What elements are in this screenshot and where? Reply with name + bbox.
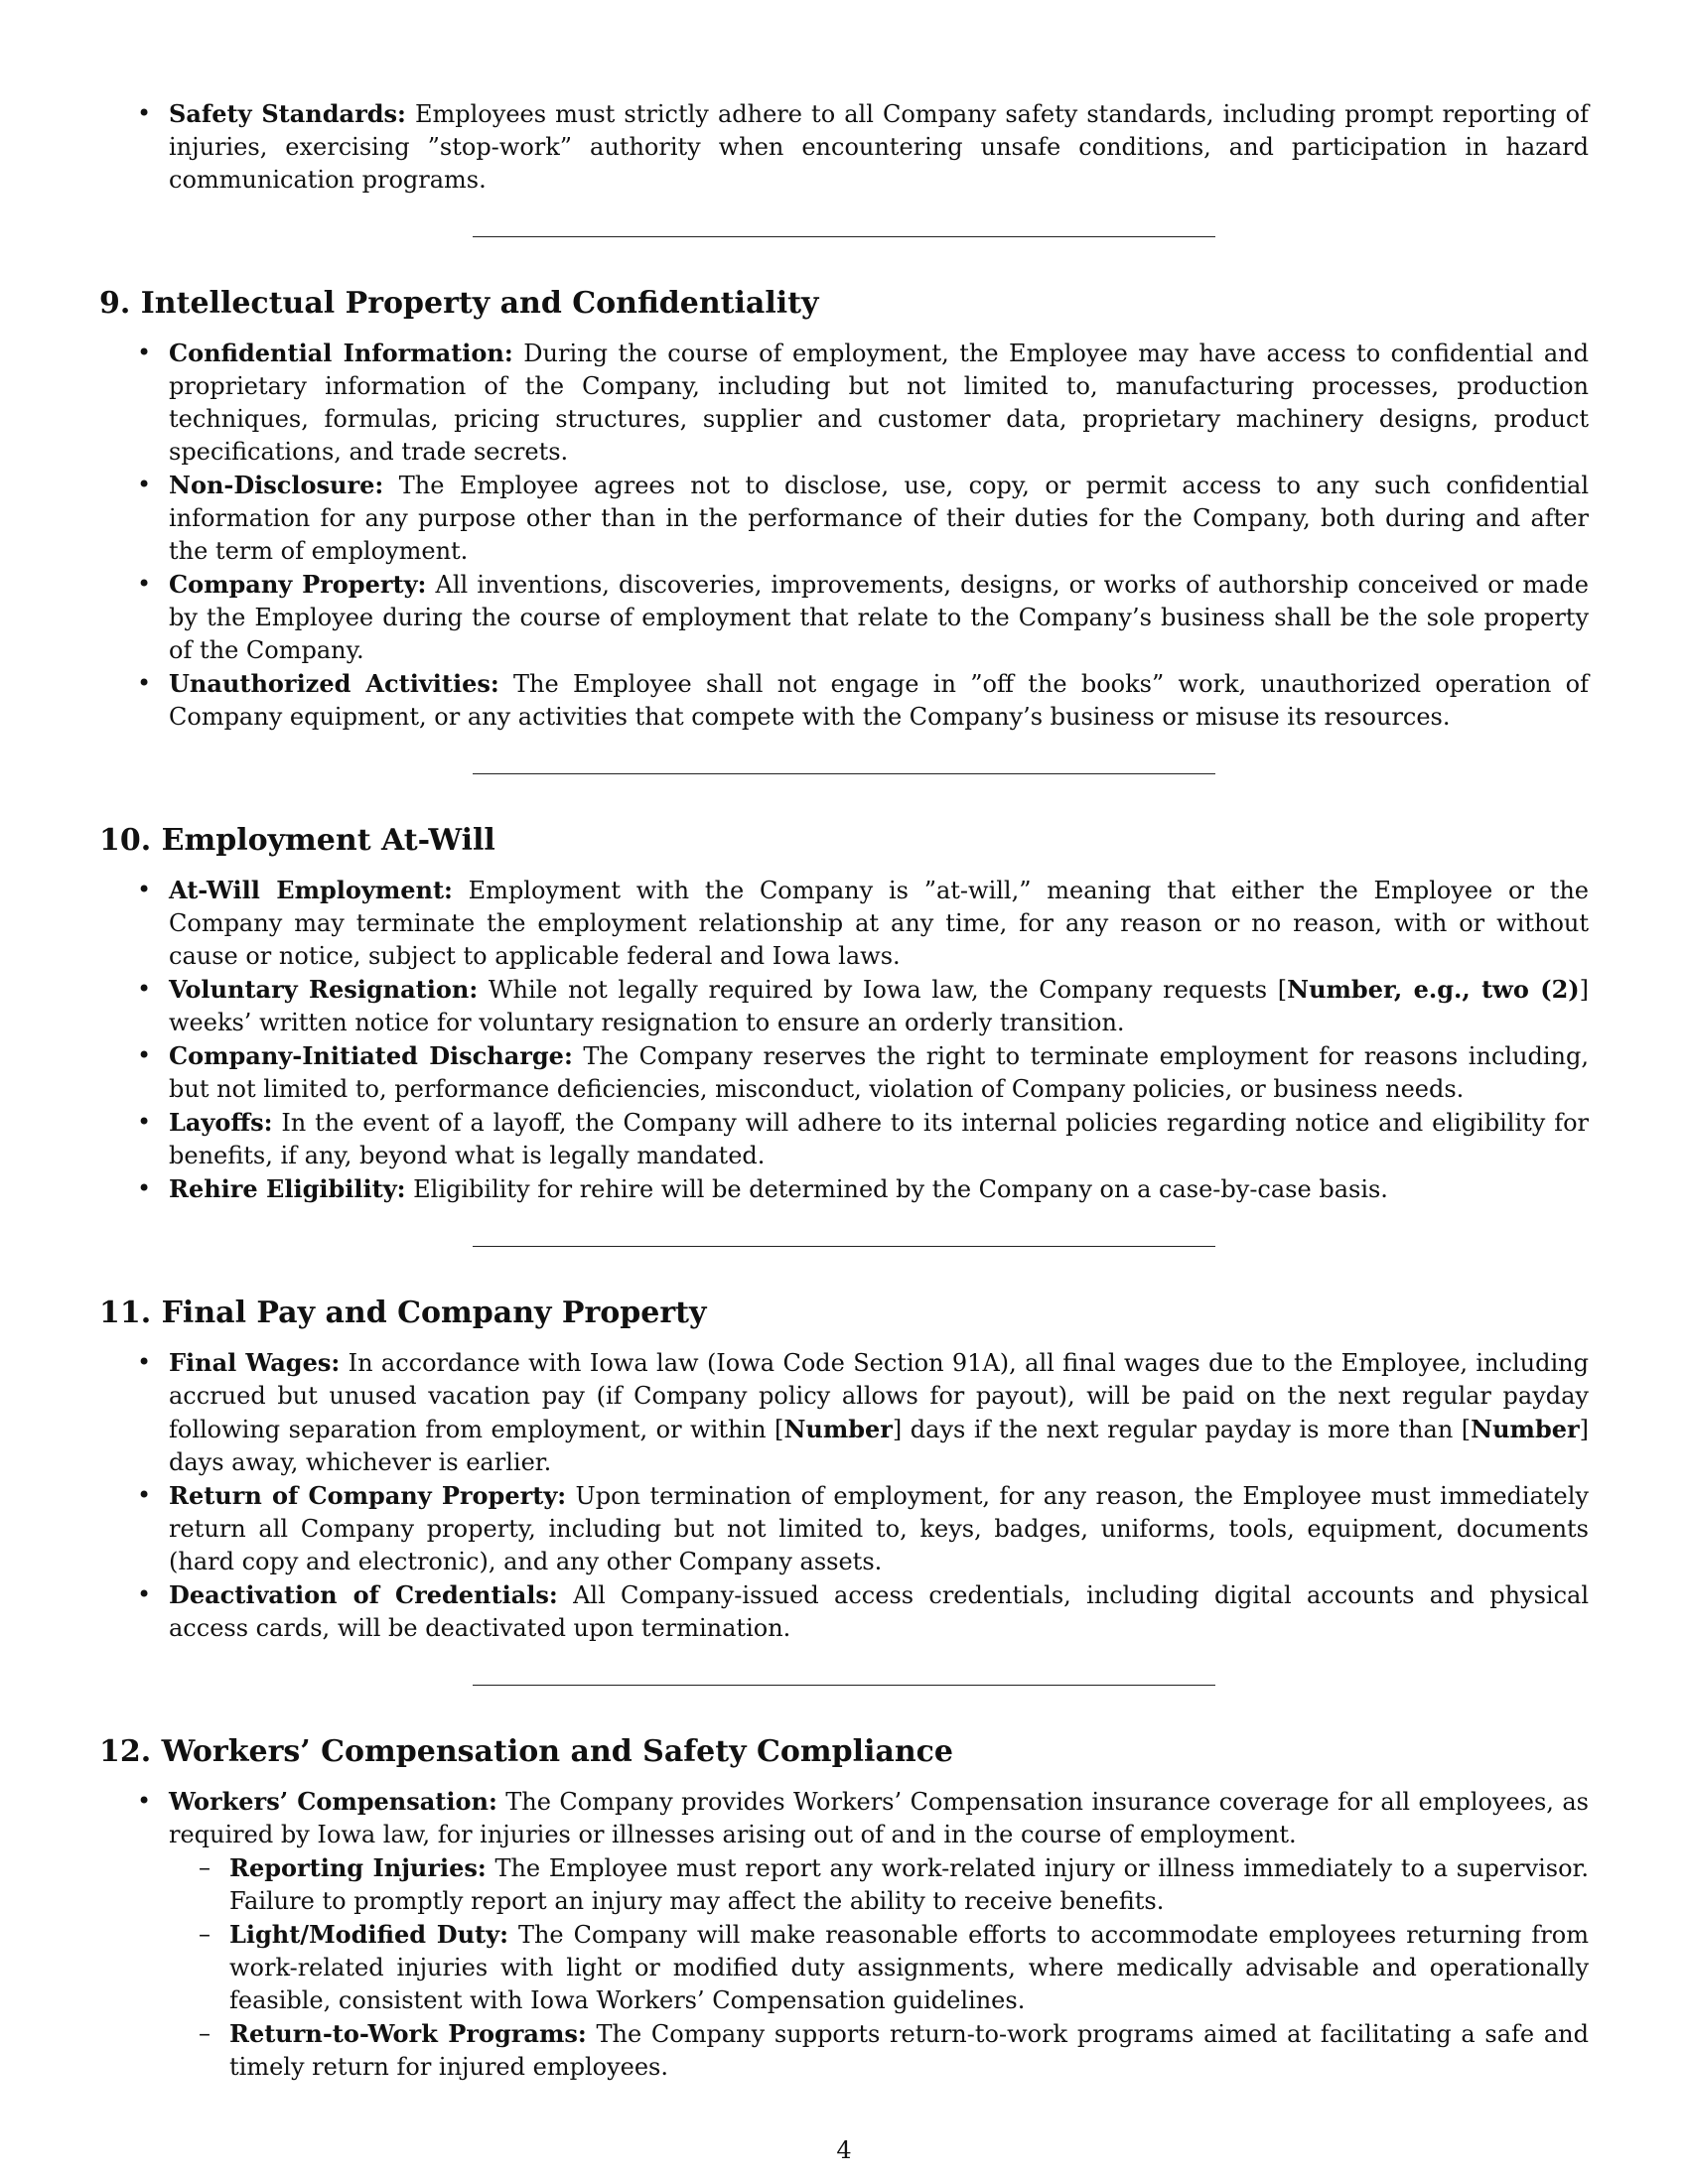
- sub-list-item: [169, 2017, 1589, 2084]
- sub-list-item: [169, 1918, 1589, 2017]
- item-text: All inventions, discoveries, improvements, designs, or works of authorship conceived or made by the Employee during the course of employment that relate to the Company’s business shall be the sole property of the Company.: [169, 571, 1589, 664]
- list-item: [99, 667, 1589, 734]
- item-label: Reporting Injuries:: [229, 1853, 487, 1882]
- item-text: The Employee must report any work-related injury or illness immediately to a supervisor. Failure to promptly report an injury may affect the ability to receive benefits.: [229, 1854, 1589, 1915]
- section-heading: 12. Workers’ Compensation and Safety Compliance: [99, 1734, 954, 1769]
- item-label: Rehire Eligibility:: [169, 1174, 406, 1203]
- list-item: [99, 973, 1589, 1039]
- item-label: Return-to-Work Programs:: [229, 2019, 587, 2048]
- list-item: [99, 1785, 1589, 2084]
- item-label: At-Will Employment:: [169, 876, 453, 904]
- sub-list: [169, 1851, 1589, 2084]
- item-text: In the event of a layoff, the Company will adhere to its internal policies regarding notice and eligibility for benefits, if any, beyond what is legally mandated.: [169, 1109, 1589, 1169]
- section-divider: [473, 773, 1215, 774]
- item-text: During the course of employment, the Employee may have access to confidential and proprietary information of the Company, including but not limited to, manufacturing processes, production techniques, formulas, pricing structures, supplier and customer data, proprietary machinery designs, product specifications, and trade secrets.: [169, 340, 1589, 466]
- item-label: Final Wages:: [169, 1348, 341, 1377]
- list-item: [99, 568, 1589, 667]
- placeholder-value: Number: [783, 1415, 893, 1443]
- item-text: The Company supports return-to-work programs aimed at facilitating a safe and timely return for injured employees.: [229, 2020, 1590, 2081]
- item-label: Company-Initiated Discharge:: [169, 1041, 573, 1070]
- list-item: [99, 1479, 1589, 1578]
- list-item: [99, 469, 1589, 568]
- list-item: [99, 337, 1589, 469]
- placeholder-value: Number: [1471, 1415, 1580, 1443]
- item-label: Workers’ Compensation:: [169, 1787, 497, 1816]
- item-text: ] days if the next regular payday is more than [: [892, 1416, 1472, 1443]
- item-text: The Employee agrees not to disclose, use, copy, or permit access to any such confidential information for any purpose other than in the performance of their duties for the Company, both during and after the term of employment.: [169, 472, 1589, 565]
- list-item: [99, 1106, 1589, 1172]
- section-heading: 11. Final Pay and Company Property: [99, 1296, 707, 1330]
- item-label: Deactivation of Credentials:: [169, 1580, 558, 1609]
- page-content: [99, 97, 1589, 2084]
- list-item: [99, 1039, 1589, 1106]
- section-heading: 9. Intellectual Property and Confidentiality: [99, 286, 819, 321]
- placeholder-value: Number, e.g., two (2): [1287, 975, 1580, 1004]
- item-text: Upon termination of employment, for any reason, the Employee must immediately return all Company property, including but not limited to, keys, badges, uniforms, tools, equipment, documents (hard copy and electronic), and any other Company assets.: [169, 1482, 1589, 1575]
- list-item: [99, 1578, 1589, 1645]
- section-heading: 10. Employment At-Will: [99, 823, 495, 858]
- item-label: Unauthorized Activities:: [169, 669, 499, 698]
- item-text: Employment with the Company is ”at-will,” meaning that either the Employee or the Company may terminate the employment relationship at any time, for any reason or no reason, with or without cause or notice, subject to applicable federal and Iowa laws.: [169, 877, 1589, 970]
- section-divider: [473, 1685, 1215, 1686]
- section-list: [99, 874, 1589, 1206]
- list-item: [99, 1346, 1589, 1479]
- item-text: ] weeks’ written notice for voluntary resignation to ensure an orderly transition.: [169, 976, 1590, 1036]
- item-text: ] days away, whichever is earlier.: [169, 1416, 1590, 1476]
- section-divider: [473, 1246, 1215, 1247]
- item-text: The Employee shall not engage in ”off the books” work, unauthorized operation of Company equipment, or any activities that compete with the Company’s business or misuse its resources.: [169, 670, 1590, 731]
- intro-list: [99, 97, 1589, 197]
- section-list: [99, 1346, 1589, 1645]
- item-label: Layoffs:: [169, 1108, 273, 1137]
- item-text: While not legally required by Iowa law, the Company requests [: [478, 976, 1288, 1004]
- list-item: [99, 97, 1589, 197]
- item-label: Voluntary Resignation:: [169, 975, 479, 1004]
- item-text: The Company will make reasonable efforts to accommodate employees returning from work-related injuries with light or modified duty assignments, where medically advisable and operationally feasible, consistent with Iowa Workers’ Compensation guidelines.: [229, 1921, 1589, 2014]
- section-list: [99, 1785, 1589, 2084]
- item-label: Return of Company Property:: [169, 1481, 567, 1510]
- item-text: In accordance with Iowa law (Iowa Code Section 91A), all final wages due to the Employee, including accrued but unused vacation pay (if Company policy allows for payout), will be paid on the next regular payday following separation from employment, or within [: [169, 1349, 1589, 1443]
- sub-list-item: [169, 1851, 1589, 1918]
- item-text: The Company reserves the right to terminate employment for reasons including, but not limited to, performance deficiencies, misconduct, violation of Company policies, or business needs.: [169, 1042, 1590, 1103]
- item-text: The Company provides Workers’ Compensation insurance coverage for all employees, as required by Iowa law, for injuries or illnesses arising out of and in the course of employment.: [169, 1788, 1589, 1848]
- item-label: Company Property:: [169, 570, 427, 599]
- section-divider: [473, 236, 1215, 237]
- item-text: Employees must strictly adhere to all Company safety standards, including prompt reporting of injuries, exercising ”stop-work” authority when encountering unsafe conditions, and participation in hazard communication programs.: [169, 100, 1589, 194]
- item-text: Eligibility for rehire will be determined by the Company on a case-by-case basis.: [405, 1175, 1388, 1203]
- list-item: [99, 874, 1589, 973]
- section-list: [99, 337, 1589, 734]
- item-label: Safety Standards:: [169, 99, 406, 128]
- page-number: 4: [836, 2136, 852, 2164]
- item-label: Confidential Information:: [169, 339, 513, 367]
- item-label: Light/Modified Duty:: [229, 1920, 508, 1949]
- list-item: [99, 1172, 1589, 1206]
- item-label: Non-Disclosure:: [169, 471, 384, 499]
- item-text: All Company-issued access credentials, including digital accounts and physical access cards, will be deactivated upon termination.: [169, 1581, 1590, 1642]
